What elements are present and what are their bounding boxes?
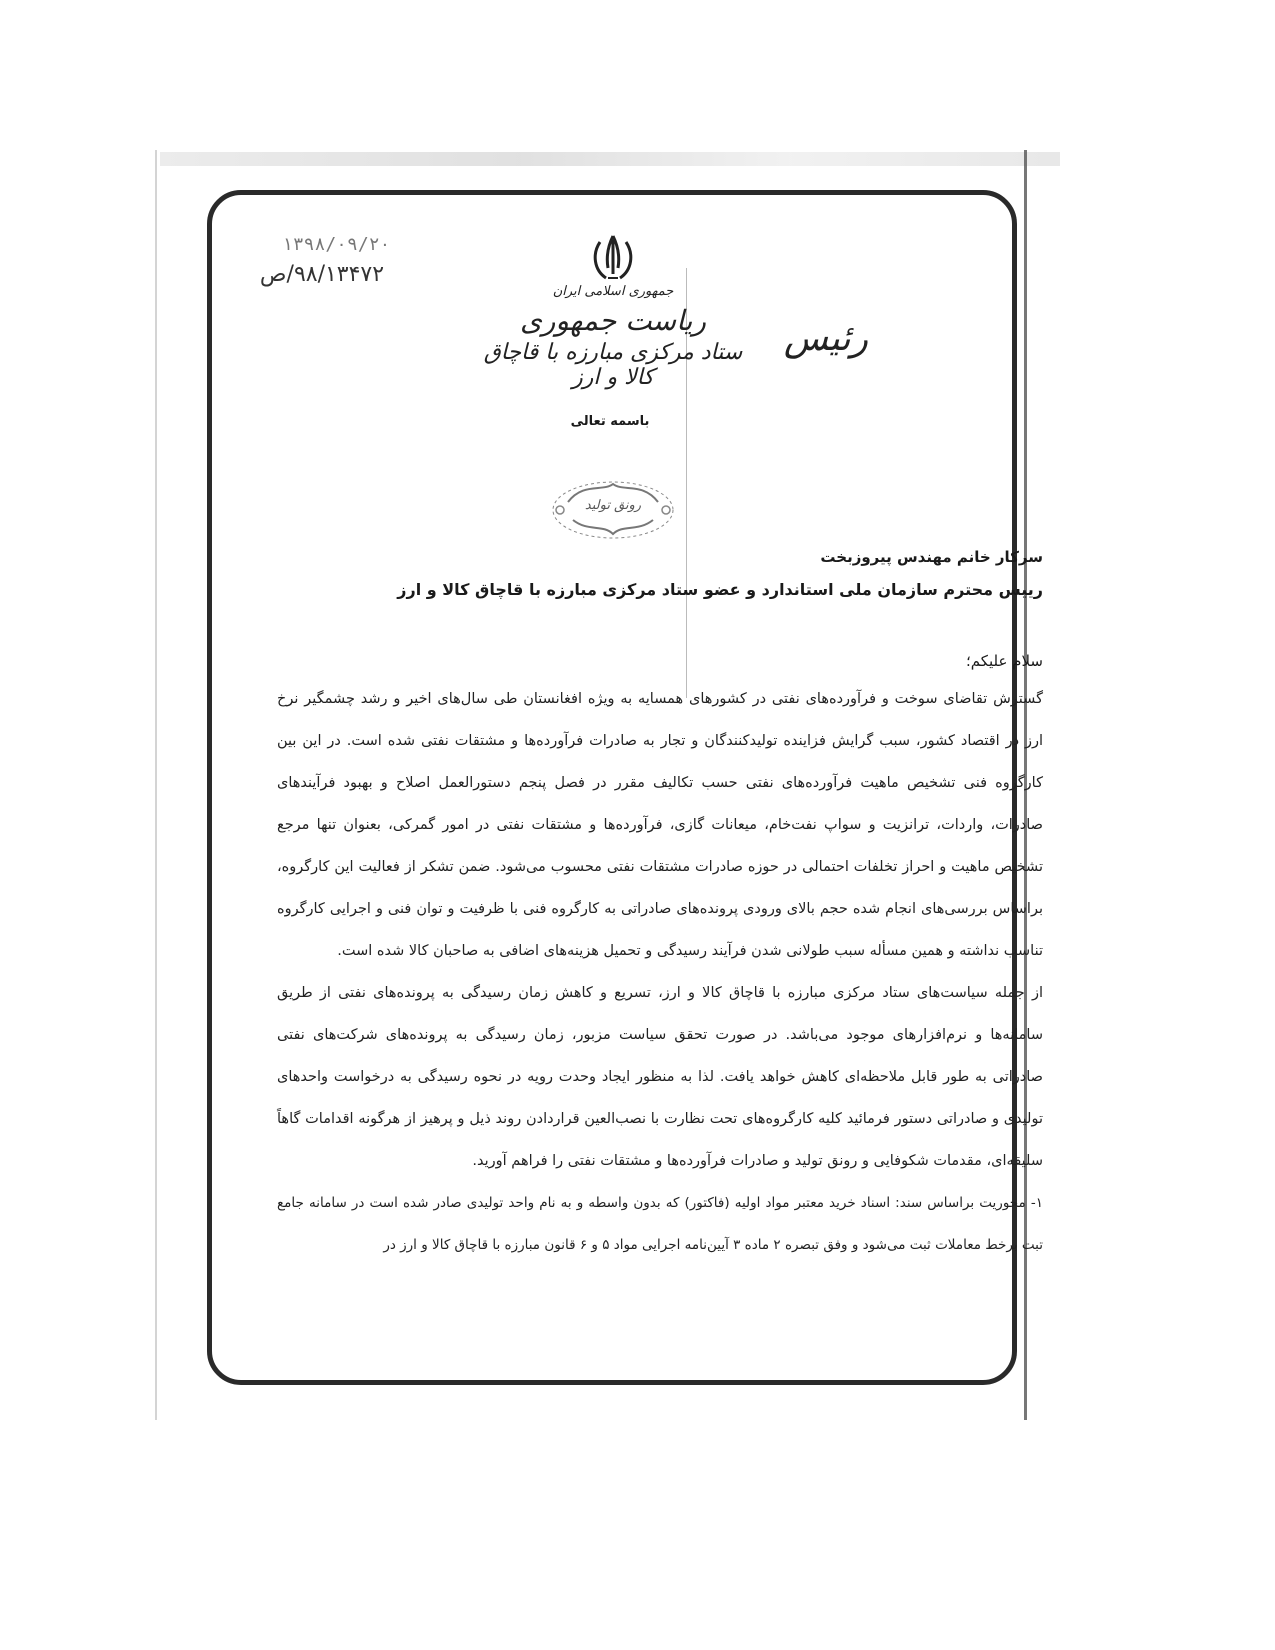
iran-emblem-icon [588, 232, 638, 284]
letter-date: ۱۳۹۸/۰۹/۲۰ [282, 234, 391, 255]
body-paragraph-1: گسترش تقاضای سوخت و فرآورده‌های نفتی در کشورهای همسایه به ویژه افغانستان طی سال‌های اخیر و رشد چشمگیر نرخ ارز در اقتصاد کشور، سبب گرایش فزاینده تولیدکنندگان و تجار به صادرات فرآورده‌ها و مشتقات نفتی شده است. در این بین کارگروه فنی تشخیص ماهیت فرآورده‌های نفتی حسب تکالیف مقرر در فصل پنجم دستورالعمل اصلاح و بهبود فرآیندهای صادرات، واردات، ترانزیت و سواپ نفت‌خام، میعانات گازی، فرآورده‌ها و مشتقات نفتی در امور گمرکی، بعنوان تنها مرجع تشخیص ماهیت و احراز تخلفات احتمالی در حوزه صادرات مشتقات نفتی محسوب می‌شود. ضمن تشکر از فعالیت این کارگروه، براساس بررسی‌های انجام شده حجم بالای ورودی پرونده‌های صادراتی به کارگروه فنی با ظرفیت و توان فنی و اجرایی کارگروه تناسب نداشته و همین مسأله سبب طولانی شدن فرآیند رسیدگی و تحمیل هزینه‌های اضافی به صاحبان کالا شده است. [277, 691, 1043, 959]
agency-title: ستاد مرکزی مبارزه با قاچاق کالا و ارز [483, 340, 743, 390]
margin-note: رئیس [783, 318, 868, 359]
greeting: سلام علیکم؛ [965, 652, 1043, 670]
scan-edge-left [155, 150, 157, 1420]
body-paragraph-3: ۱- محوریت براساس سند: اسناد خرید معتبر مواد اولیه (فاکتور) که بدون واسطه و به نام واحد تولیدی صادر شده است در سامانه جامع تبت برخط معاملات ثبت می‌شود و وفق تبصره ۲ ماده ۳ آیین‌نامه اجرایی مواد ۵ و ۶ قانون مبارزه با قاچاق کالا و ارز در [277, 1195, 1043, 1253]
presidency-title: ریاست جمهوری [519, 304, 706, 337]
country-name: جمهوری اسلامی ایران [552, 284, 674, 299]
body-paragraph-2: از جمله سیاست‌های ستاد مرکزی مبارزه با قاچاق کالا و ارز، تسریع و کاهش زمان رسیدگی به پرونده‌های نفتی از طریق سامانه‌ها و نرم‌افزارهای موجود می‌باشد. در صورت تحقق سیاست مزبور، زمان رسیدگی به پرونده‌های شرکت‌های نفتی صادراتی به طور قابل ملاحظه‌ای کاهش خواهد یافت. لذا به منظور ایجاد وحدت رویه در نحوه رسیدگی به درخواست واحدهای تولیدی و صادراتی دستور فرمائید کلیه کارگروه‌های تحت نظارت با نصب‌العین قراردادن روند ذیل و پرهیز از هرگونه اقدامات گاهاً سلیقه‌ای، مقدمات شکوفایی و رونق تولید و صادرات فرآورده‌ها و مشتقات نفتی را فراهم آورید. [277, 985, 1043, 1169]
recipient-title: رییس محترم سازمان ملی استاندارد و عضو ستاد مرکزی مبارزه با قاچاق کالا و ارز [397, 580, 1043, 599]
invocation: باسمه تعالی [570, 414, 650, 429]
letter-number: ۹۸/۱۳۴۷۲/ص [259, 262, 385, 287]
scan-smudge [160, 152, 1060, 166]
recipient-name: سرکار خانم مهندس پیروزبخت [820, 548, 1043, 566]
seal-text: رونق تولید [584, 498, 642, 513]
